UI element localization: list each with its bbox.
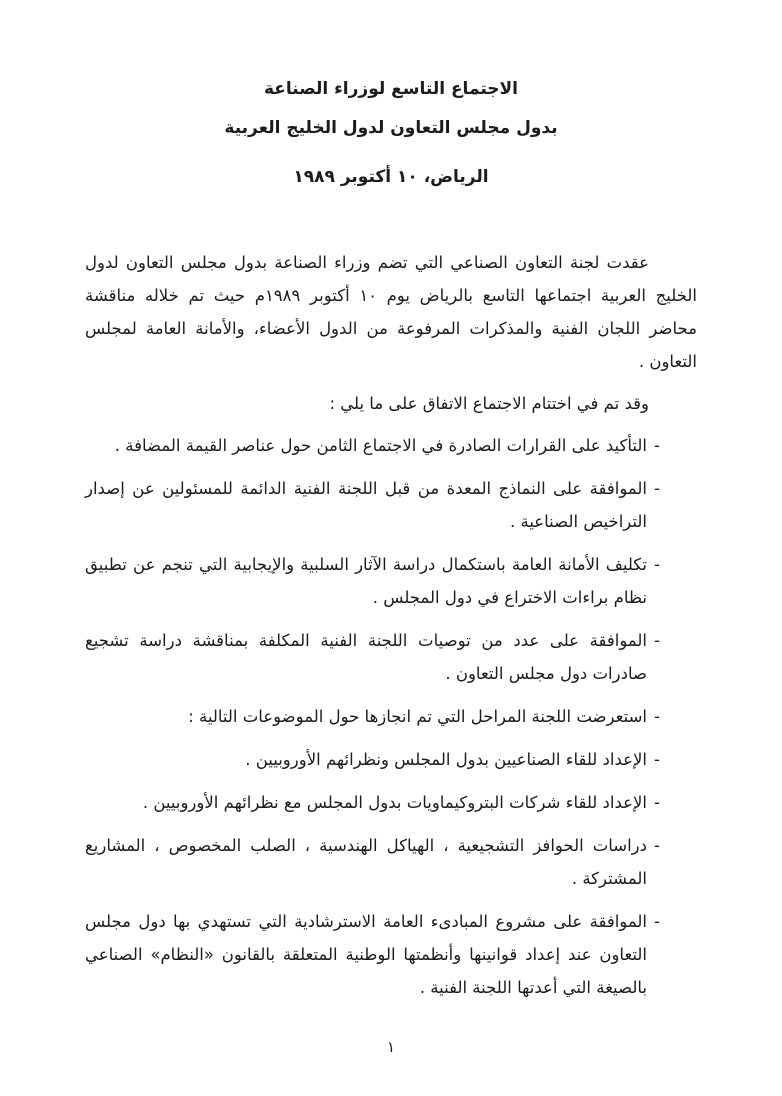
bullet-dash-icon: - — [654, 750, 660, 769]
resolution-text: التأكيد على القرارات الصادرة في الاجتماع الثامن حول عناصر القيمة المضافة . — [114, 436, 647, 455]
resolution-item — [85, 472, 667, 538]
resolutions-list — [85, 429, 697, 1004]
resolution-text: دراسات الحوافز التشجيعية ، الهياكل الهندسية ، الصلب المخصوص ، المشاريع المشتركة . — [85, 836, 647, 888]
bullet-dash-icon: - — [654, 707, 660, 726]
bullet-dash-icon: - — [654, 631, 660, 650]
page-number: ١ — [386, 1038, 396, 1056]
bullet-dash-icon: - — [654, 436, 660, 455]
bullet-dash-icon: - — [654, 555, 660, 574]
doc-date-location: الرياض، ١٠ أكتوبر ١٩٨٩ — [293, 167, 489, 187]
resolution-text: تكليف الأمانة العامة باستكمال دراسة الآثار السلبية والإيجابية التي تنجم عن تطبيق نظام براءات الاختراع في دول المجلس . — [85, 555, 647, 607]
doc-title-line-1: الاجتماع التاسع لوزراء الصناعة — [263, 79, 519, 99]
bullet-dash-icon: - — [654, 836, 660, 855]
document-body — [85, 246, 697, 1004]
resolution-item — [85, 743, 667, 776]
agreement-intro-line: وقد تم في اختتام الاجتماع الاتفاق على ما يلي : — [329, 394, 649, 413]
resolution-item — [85, 429, 667, 462]
resolution-item — [85, 624, 667, 690]
doc-title-line-2: بدول مجلس التعاون لدول الخليج العربية — [224, 118, 558, 138]
resolution-item — [85, 786, 667, 819]
opening-paragraph: عقدت لجنة التعاون الصناعي التي تضم وزراء الصناعة بدول مجلس التعاون لدول الخليج العربية اجتماعها التاسع بالرياض يوم ١٠ أكتوبر ١٩٨٩م حيث تم خلاله مناقشة محاضر اللجان الفنية والمذكرات المرفوعة من الدول الأعضاء، والأمانة العامة لمجلس التعاون . — [85, 253, 697, 371]
resolution-item — [85, 905, 667, 1004]
bullet-dash-icon: - — [654, 793, 660, 812]
resolution-text: الإعداد للقاء الصناعيين بدول المجلس ونظرائهم الأوروبيين . — [245, 750, 647, 769]
document-header — [85, 70, 697, 190]
resolution-text: استعرضت اللجنة المراحل التي تم انجازها حول الموضوعات التالية : — [188, 707, 647, 726]
resolution-item — [85, 829, 667, 895]
resolution-item — [85, 700, 667, 733]
resolution-item — [85, 548, 667, 614]
bullet-dash-icon: - — [654, 912, 660, 931]
bullet-dash-icon: - — [654, 479, 660, 498]
resolution-text: الموافقة على مشروع المبادىء العامة الاسترشادية التي تستهدي بها دول مجلس التعاون عند إعداد قوانينها وأنظمتها الوطنية المتعلقة بالقانون «النظام» الصناعي بالصيغة التي أعدتها اللجنة الفنية . — [85, 912, 647, 997]
resolution-text: الإعداد للقاء شركات البتروكيماويات بدول المجلس مع نظرائهم الأوروبيين . — [142, 793, 647, 812]
resolution-text: الموافقة على النماذج المعدة من قبل اللجنة الفنية الدائمة للمسئولين عن إصدار التراخيص الصناعية . — [85, 479, 647, 531]
resolution-text: الموافقة على عدد من توصيات اللجنة الفنية المكلفة بمناقشة دراسة تشجيع صادرات دول مجلس التعاون . — [85, 631, 647, 683]
